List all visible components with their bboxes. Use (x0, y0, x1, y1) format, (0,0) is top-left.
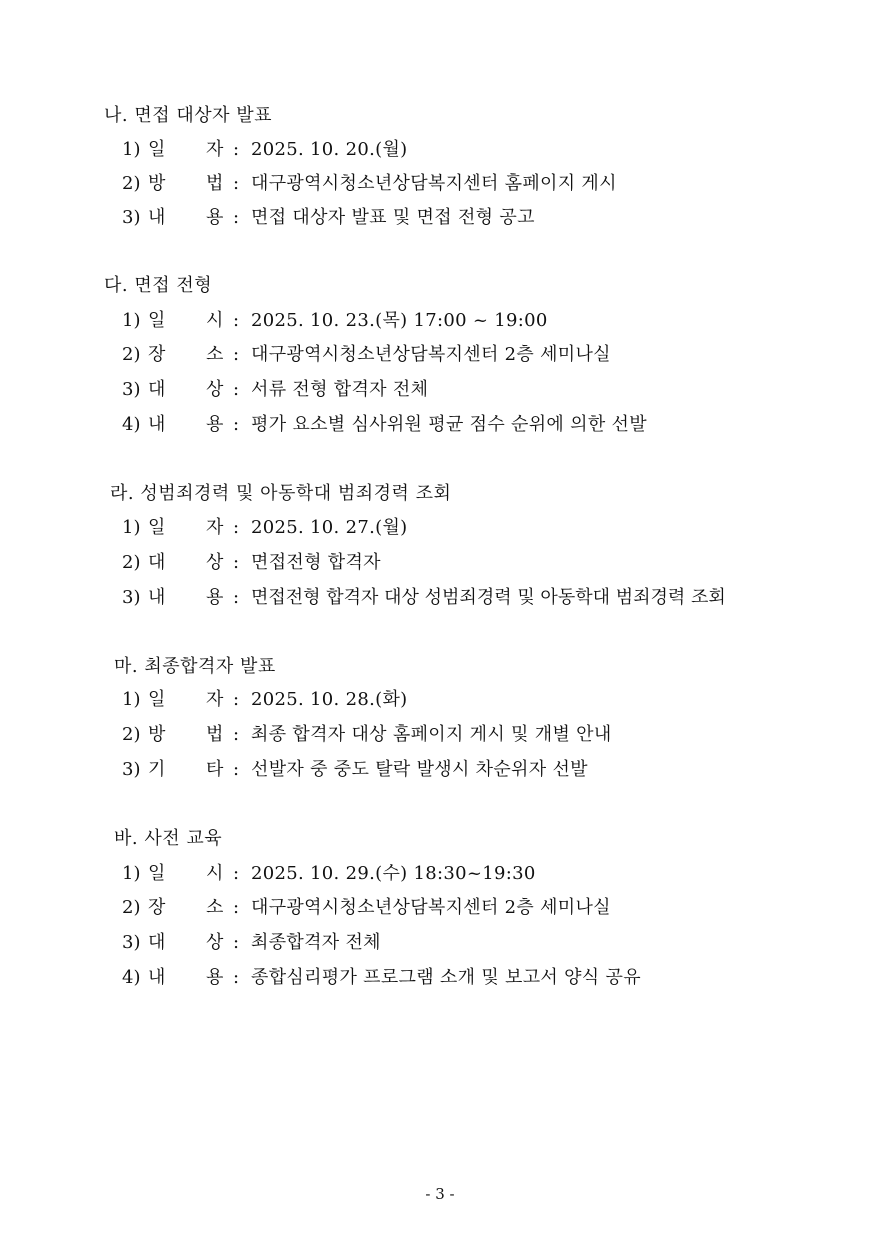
list-item (0, 206, 880, 232)
list-item (0, 758, 880, 784)
page-number: - 3 - (425, 1185, 455, 1203)
item-number: 2) (122, 344, 141, 365)
item-value: 면접전형 합격자 (251, 552, 381, 573)
section-title: 마. 최종합격자 발표 (114, 656, 276, 677)
item-key-second: 용 (206, 587, 224, 608)
item-number: 3) (122, 759, 141, 780)
section-title: 바. 사전 교육 (114, 828, 223, 849)
list-item (0, 516, 880, 542)
item-number: 1) (122, 863, 141, 884)
item-number: 2) (122, 173, 141, 194)
list-item (0, 723, 880, 749)
item-key-first: 장 (148, 344, 166, 365)
item-colon: : (233, 139, 240, 160)
item-colon: : (233, 517, 240, 538)
list-item (0, 966, 880, 992)
item-key-first: 내 (148, 587, 166, 608)
item-value: 대구광역시청소년상담복지센터 2층 세미나실 (251, 897, 611, 918)
item-key-first: 대 (148, 552, 166, 573)
item-colon: : (233, 552, 240, 573)
item-value: 최종합격자 전체 (251, 932, 381, 953)
item-value: 면접전형 합격자 대상 성범죄경력 및 아동학대 범죄경력 조회 (251, 587, 726, 608)
item-colon: : (233, 587, 240, 608)
list-item (0, 343, 880, 369)
item-value: 평가 요소별 심사위원 평균 점수 순위에 의한 선발 (251, 414, 647, 435)
list-item (0, 413, 880, 439)
item-number: 3) (122, 932, 141, 953)
list-item (0, 309, 880, 335)
item-key-first: 대 (148, 379, 166, 400)
item-key-second: 용 (206, 207, 224, 228)
item-colon: : (233, 310, 240, 331)
section-title: 라. 성범죄경력 및 아동학대 범죄경력 조회 (110, 483, 452, 504)
item-key-first: 기 (148, 759, 166, 780)
item-colon: : (233, 863, 240, 884)
item-value: 2025. 10. 28.(화) (251, 689, 408, 710)
item-key-first: 일 (148, 863, 166, 884)
item-value: 서류 전형 합격자 전체 (251, 379, 429, 400)
item-number: 1) (122, 517, 141, 538)
item-key-first: 일 (148, 689, 166, 710)
item-colon: : (233, 414, 240, 435)
item-key-second: 자 (206, 517, 224, 538)
item-value: 2025. 10. 23.(목) 17:00 ~ 19:00 (251, 310, 548, 331)
item-colon: : (233, 689, 240, 710)
item-key-second: 법 (206, 724, 224, 745)
item-number: 4) (122, 967, 141, 988)
item-colon: : (233, 173, 240, 194)
item-number: 2) (122, 897, 141, 918)
list-item (0, 172, 880, 198)
item-key-second: 용 (206, 967, 224, 988)
item-key-first: 일 (148, 517, 166, 538)
item-number: 2) (122, 724, 141, 745)
item-colon: : (233, 897, 240, 918)
item-key-second: 상 (206, 379, 224, 400)
item-key-second: 소 (206, 897, 224, 918)
item-key-second: 시 (206, 310, 224, 331)
list-item (0, 551, 880, 577)
item-number: 1) (122, 689, 141, 710)
item-value: 2025. 10. 29.(수) 18:30~19:30 (251, 863, 536, 884)
item-value: 대구광역시청소년상담복지센터 2층 세미나실 (251, 344, 611, 365)
section-title: 다. 면접 전형 (104, 275, 213, 296)
item-key-first: 방 (148, 173, 166, 194)
item-key-second: 상 (206, 552, 224, 573)
item-value: 종합심리평가 프로그램 소개 및 보고서 양식 공유 (251, 967, 641, 988)
list-item (0, 862, 880, 888)
section-title: 나. 면접 대상자 발표 (104, 105, 272, 126)
item-key-first: 일 (148, 139, 166, 160)
item-value: 최종 합격자 대상 홈페이지 게시 및 개별 안내 (251, 724, 612, 745)
item-number: 4) (122, 414, 141, 435)
item-number: 3) (122, 587, 141, 608)
item-key-second: 자 (206, 139, 224, 160)
item-key-first: 방 (148, 724, 166, 745)
item-number: 3) (122, 379, 141, 400)
item-key-first: 대 (148, 932, 166, 953)
item-value: 2025. 10. 27.(월) (251, 517, 408, 538)
item-key-first: 내 (148, 967, 166, 988)
list-item (0, 586, 880, 612)
item-colon: : (233, 724, 240, 745)
item-number: 1) (122, 310, 141, 331)
list-item (0, 378, 880, 404)
item-value: 선발자 중 중도 탈락 발생시 차순위자 선발 (251, 759, 588, 780)
item-number: 2) (122, 552, 141, 573)
item-key-first: 내 (148, 207, 166, 228)
item-colon: : (233, 967, 240, 988)
item-key-second: 시 (206, 863, 224, 884)
item-colon: : (233, 379, 240, 400)
item-value: 면접 대상자 발표 및 면접 전형 공고 (251, 207, 535, 228)
item-key-second: 상 (206, 932, 224, 953)
list-item (0, 931, 880, 957)
item-colon: : (233, 932, 240, 953)
item-value: 대구광역시청소년상담복지센터 홈페이지 게시 (251, 173, 617, 194)
item-colon: : (233, 759, 240, 780)
item-key-second: 자 (206, 689, 224, 710)
list-item (0, 138, 880, 164)
item-key-second: 법 (206, 173, 224, 194)
item-key-first: 일 (148, 310, 166, 331)
item-number: 1) (122, 139, 141, 160)
item-colon: : (233, 207, 240, 228)
item-value: 2025. 10. 20.(월) (251, 139, 408, 160)
item-key-second: 타 (206, 759, 224, 780)
list-item (0, 896, 880, 922)
list-item (0, 688, 880, 714)
item-colon: : (233, 344, 240, 365)
item-number: 3) (122, 207, 141, 228)
item-key-second: 용 (206, 414, 224, 435)
item-key-first: 내 (148, 414, 166, 435)
item-key-first: 장 (148, 897, 166, 918)
item-key-second: 소 (206, 344, 224, 365)
